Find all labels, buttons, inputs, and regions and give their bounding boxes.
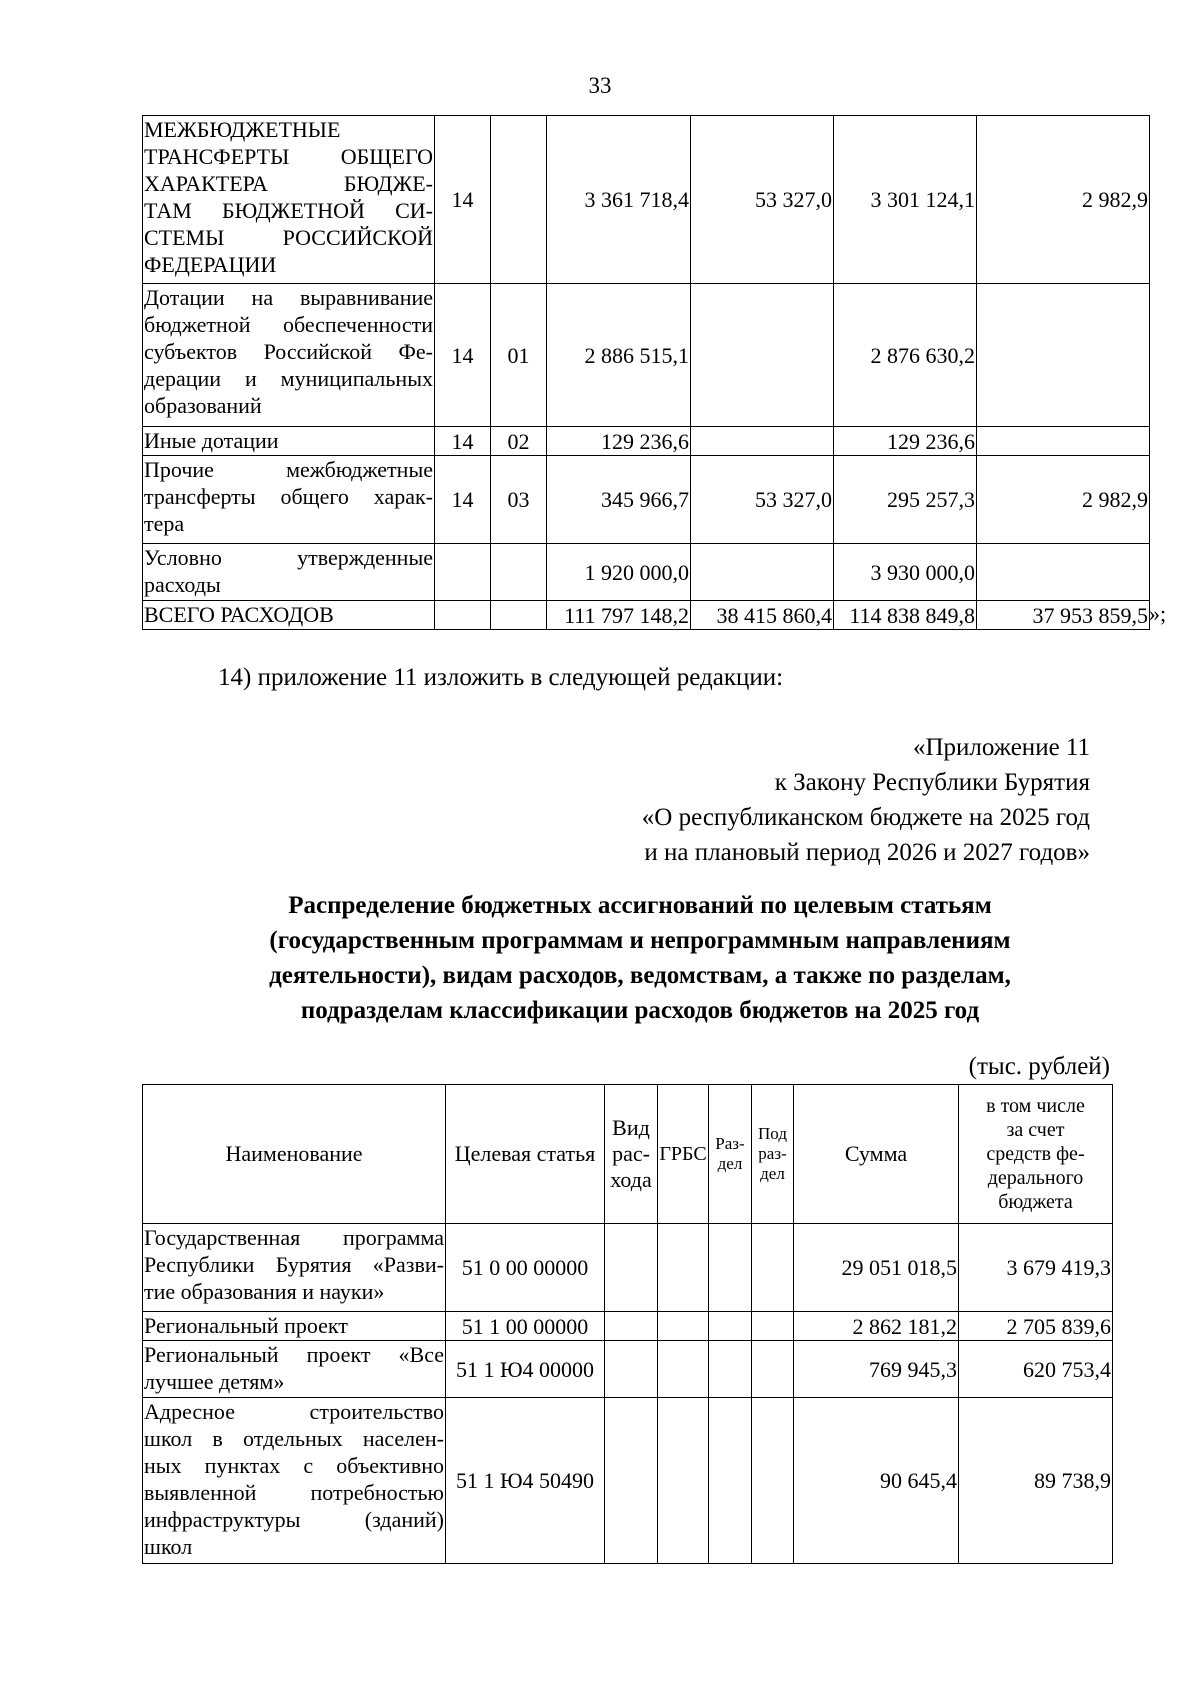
row-name: Иные дотации xyxy=(143,427,435,456)
section-code xyxy=(435,601,491,630)
header-sum: Сумма xyxy=(794,1085,959,1224)
target-code: 51 0 00 00000 xyxy=(446,1224,605,1312)
header-target: Целевая статья xyxy=(446,1085,605,1224)
table-row-total xyxy=(143,601,1150,630)
federal-2027 xyxy=(977,284,1150,427)
header-razdel: Раз- дел xyxy=(709,1085,752,1224)
table-row xyxy=(143,544,1150,601)
federal-value: 2 705 839,6 xyxy=(959,1312,1113,1341)
row-name: Прочие межбюджетные трансферты общего харак- тера xyxy=(143,456,435,544)
section-code: 14 xyxy=(435,116,491,284)
section-code: 14 xyxy=(435,427,491,456)
allocation-table xyxy=(142,1084,1113,1564)
federal-value: 3 679 419,3 xyxy=(959,1224,1113,1312)
table-row xyxy=(143,427,1150,456)
table-row xyxy=(143,1398,1113,1564)
amount-2026: 1 920 000,0 xyxy=(547,544,691,601)
amount-2026: 111 797 148,2 xyxy=(547,601,691,630)
amount-2026: 129 236,6 xyxy=(547,427,691,456)
row-name: Государственная программа Республики Бурятия «Разви- тие образования и науки» xyxy=(143,1224,446,1312)
table-row xyxy=(143,456,1150,544)
closing-quote: »; xyxy=(1149,601,1167,626)
amendment-paragraph: 14) приложение 11 изложить в следующей редакции: xyxy=(218,664,784,691)
amount-2027: 295 257,3 xyxy=(834,456,977,544)
amount-2027: 3 301 124,1 xyxy=(834,116,977,284)
subsection-code xyxy=(491,116,547,284)
target-code: 51 1 00 00000 xyxy=(446,1312,605,1341)
amount-2026: 3 361 718,4 xyxy=(547,116,691,284)
federal-2027 xyxy=(977,544,1150,601)
subsection-code xyxy=(491,601,547,630)
table-row xyxy=(143,1312,1113,1341)
amount-2027: 2 876 630,2 xyxy=(834,284,977,427)
row-name: МЕЖБЮДЖЕТНЫЕ ТРАНСФЕРТЫ ОБЩЕГО ХАРАКТЕРА БЮДЖЕ- ТАМ БЮДЖЕТНОЙ СИ- СТЕМЫ РОССИЙСКОЙ ФЕДЕРАЦИИ xyxy=(143,116,435,284)
table-row xyxy=(143,1341,1113,1398)
row-name: Региональный проект xyxy=(143,1312,446,1341)
page-number: 33 xyxy=(588,73,612,98)
federal-2026: 53 327,0 xyxy=(691,456,834,544)
federal-2026 xyxy=(691,544,834,601)
row-name: Дотации на выравнивание бюджетной обеспеченности субъектов Российской Фе- дерации и муниципальных образований xyxy=(143,284,435,427)
subsection-code xyxy=(491,544,547,601)
table-row xyxy=(143,284,1150,427)
federal-2027: 2 982,9 xyxy=(977,456,1150,544)
units-label: (тыс. рублей) xyxy=(968,1053,1110,1080)
federal-2026 xyxy=(691,427,834,456)
subsection-code: 01 xyxy=(491,284,547,427)
sum-value: 90 645,4 xyxy=(794,1398,959,1564)
table-row xyxy=(143,1224,1113,1312)
amount-2026: 2 886 515,1 xyxy=(547,284,691,427)
sum-value: 29 051 018,5 xyxy=(794,1224,959,1312)
federal-value: 620 753,4 xyxy=(959,1341,1113,1398)
header-grbs: ГРБС xyxy=(658,1085,709,1224)
amount-2027: 114 838 849,8 xyxy=(834,601,977,630)
row-name: Региональный проект «Все лучшее детям» xyxy=(143,1341,446,1398)
federal-2026: 53 327,0 xyxy=(691,116,834,284)
federal-value: 89 738,9 xyxy=(959,1398,1113,1564)
row-name: Адресное строительство школ в отдельных населен- ных пунктах с объективно выявленной потребностью инфраструктуры (зданий) школ xyxy=(143,1398,446,1564)
federal-2027: 2 982,9 xyxy=(977,116,1150,284)
amount-2027: 129 236,6 xyxy=(834,427,977,456)
section-code: 14 xyxy=(435,456,491,544)
section-code: 14 xyxy=(435,284,491,427)
amount-2027: 3 930 000,0 xyxy=(834,544,977,601)
federal-2026: 38 415 860,4 xyxy=(691,601,834,630)
header-vid: Вид рас- хода xyxy=(605,1085,658,1224)
table-row xyxy=(143,116,1150,284)
header-name: Наименование xyxy=(143,1085,446,1224)
sum-value: 769 945,3 xyxy=(794,1341,959,1398)
row-name: Условно утвержденные расходы xyxy=(143,544,435,601)
header-podrazdel: Под раз- дел xyxy=(752,1085,794,1224)
federal-2027: 37 953 859,5 xyxy=(977,601,1150,630)
federal-2026 xyxy=(691,284,834,427)
row-name: ВСЕГО РАСХОДОВ xyxy=(143,601,435,630)
federal-2027 xyxy=(977,427,1150,456)
target-code: 51 1 Ю4 00000 xyxy=(446,1341,605,1398)
document-title: Распределение бюджетных ассигнований по целевым статьям (государственным программам и непрограммным направлениям деятельности), видам расходов, ведомствам, а также по разделам, подразделам классификации расходов бюджетов на 2025 год xyxy=(269,892,1011,1024)
subsection-code: 03 xyxy=(491,456,547,544)
header-federal: в том числе за счет средств фе- дерального бюджета xyxy=(959,1085,1113,1224)
table-header-row xyxy=(143,1085,1113,1224)
target-code: 51 1 Ю4 50490 xyxy=(446,1398,605,1564)
amount-2026: 345 966,7 xyxy=(547,456,691,544)
sum-value: 2 862 181,2 xyxy=(794,1312,959,1341)
expenditure-table-continuation xyxy=(142,115,1150,630)
section-code xyxy=(435,544,491,601)
subsection-code: 02 xyxy=(491,427,547,456)
annex-heading: «Приложение 11 к Закону Республики Бурятия «О республиканском бюджете на 2025 год и на плановый период 2026 и 2027 годов» xyxy=(641,734,1090,866)
